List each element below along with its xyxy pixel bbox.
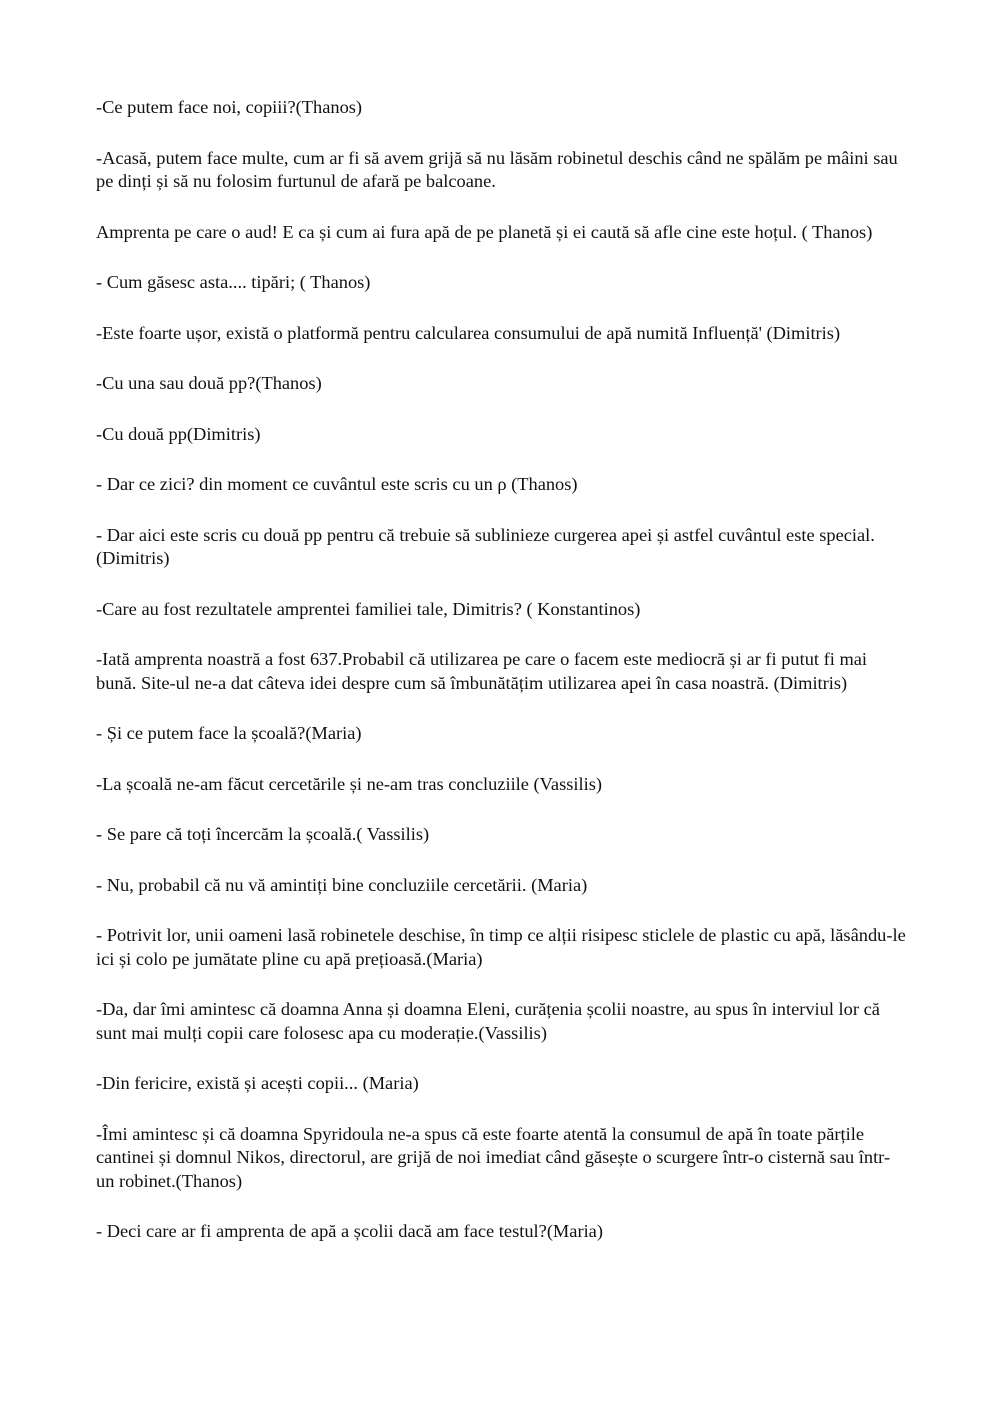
- paragraph: -Cu două pp(Dimitris): [96, 423, 261, 444]
- paragraph: -Îmi amintesc și că doamna Spyridoula ne-a spus că este foarte atentă la consumul de apă în toate părțile cantinei și domnul Nikos, directorul, are grijă de noi imediat când găsește o scurgere într-o cisternă sau într-un robinet.(Thanos): [96, 1123, 891, 1191]
- paragraph: -Iată amprenta noastră a fost 637.Probabil că utilizarea pe care o facem este mediocră și ar fi putut fi mai bună. Site-ul ne-a dat câteva idei despre cum să îmbunătățim utilizarea apei în casa noastră. (Dimitris): [96, 649, 868, 693]
- paragraph: -Din fericire, există și acești copii... (Maria): [96, 1073, 419, 1093]
- paragraph: - Și ce putem face la școală?(Maria): [96, 723, 362, 743]
- paragraph: -Acasă, putem face multe, cum ar fi să avem grijă să nu lăsăm robinetul deschis când ne spălăm pe mâini sau pe dinți și să nu folosim furtunul de afară pe balcoane.: [96, 147, 898, 191]
- paragraph: - Deci care ar fi amprenta de apă a școlii dacă am face testul?(Maria): [96, 1221, 603, 1241]
- paragraph: - Se pare că toți încercăm la școală.( Vassilis): [96, 824, 430, 844]
- paragraph: -Care au fost rezultatele amprentei familiei tale, Dimitris? ( Konstantinos): [96, 598, 641, 619]
- paragraph: -Da, dar îmi amintesc că doamna Anna și doamna Eleni, curățenia școlii noastre, au spus în interviul lor că sunt mai mulți copii care folosesc apa cu moderație.(Vassilis): [96, 999, 880, 1043]
- paragraph: -Este foarte ușor, există o platformă pentru calcularea consumului de apă numită Influență' (Dimitris): [96, 322, 841, 343]
- paragraph: -La școală ne-am făcut cercetările și ne-am tras concluziile (Vassilis): [96, 773, 603, 794]
- paragraph: - Potrivit lor, unii oameni lasă robinetele deschise, în timp ce alții risipesc sticlele de plastic cu apă, lăsându-le ici și colo pe jumătate pline cu apă prețioasă.(Maria): [96, 925, 906, 969]
- dialogue-text: [96, 96, 908, 1271]
- paragraph: -Cu una sau două pp?(Thanos): [96, 373, 322, 393]
- paragraph: - Dar ce zici? din moment ce cuvântul este scris cu un ρ (Thanos): [96, 474, 578, 494]
- paragraph: - Nu, probabil că nu vă amintiți bine concluziile cercetării. (Maria): [96, 874, 588, 895]
- paragraph: -Ce putem face noi, copiii?(Thanos): [96, 97, 363, 117]
- paragraph: - Dar aici este scris cu două pp pentru că trebuie să sublinieze curgerea apei și astfel cuvântul este special.(Dimitris): [96, 524, 875, 568]
- paragraph: Amprenta pe care o aud! E ca și cum ai fura apă de pe planetă și ei caută să afle cine este hoțul. ( Thanos): [96, 221, 873, 242]
- paragraph: - Cum găsesc asta.... tipări; ( Thanos): [96, 272, 371, 292]
